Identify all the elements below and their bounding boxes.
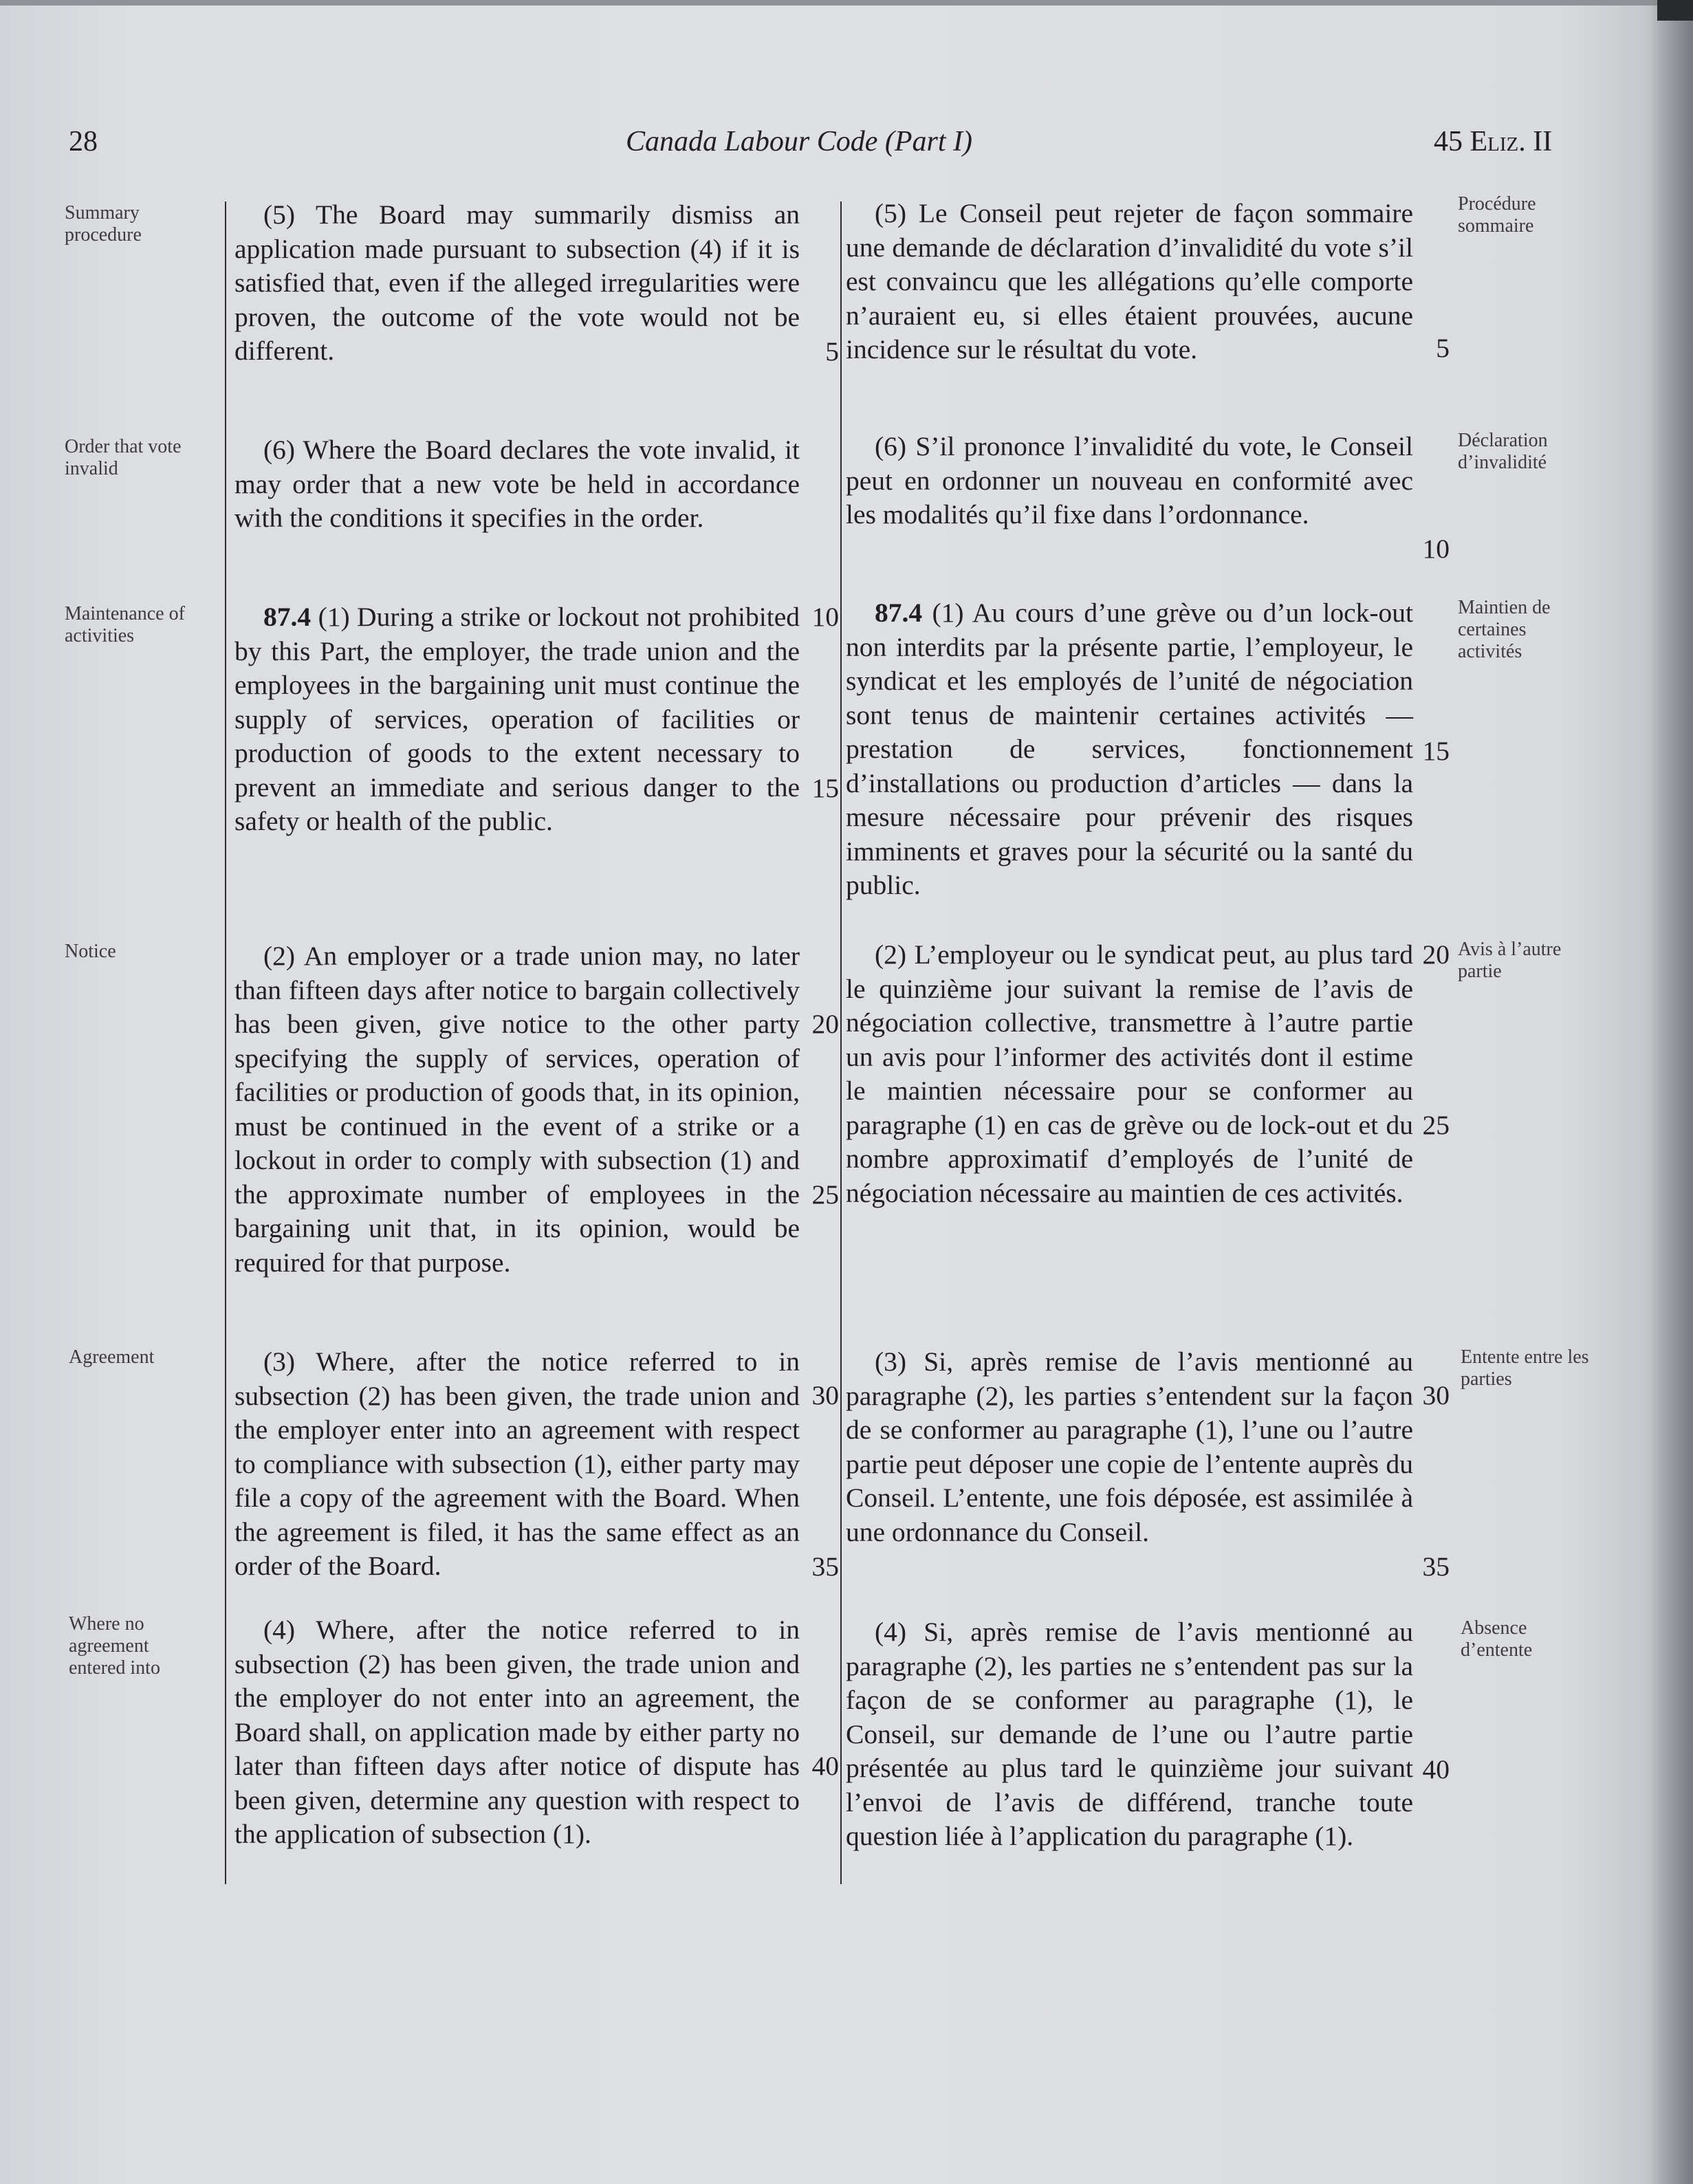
fr-line-number: 5: [1436, 333, 1450, 363]
en-line-number: 5: [825, 336, 839, 367]
margin-note-absence-entente: Absence d’entente: [1461, 1617, 1533, 1661]
fr-line-number: 15: [1422, 736, 1450, 766]
en-paragraph-3: [234, 1345, 800, 1584]
fr-paragraph-text: (6) S’il prononce l’invalidité du vote, le Conseil peut en ordonner un nouveau en conformité avec les modalités qu’il fixe dans l’ordonnance.: [846, 431, 1413, 529]
en-paragraph-6: [234, 433, 800, 536]
en-line-number: 40: [811, 1751, 839, 1781]
left-column-rule: [225, 201, 226, 1884]
section-number: 87.4: [875, 598, 923, 628]
fr-paragraph-text: (5) Le Conseil peut rejeter de façon sommaire une demande de déclaration d’invalidité du vote s’il est convaincu que les allégations qu’elle comporte n’auraient eu, si elles étaient prouvées, aucune incidence sur le résultat du vote.: [846, 198, 1413, 364]
fr-paragraph-text: (2) L’employeur ou le syndicat peut, au plus tard le quinzième jour suivant la remise de l’avis de négociation collective, transmettre à l’autre partie un avis pour l’informer des activités dont il estime le maintien nécessaire pour se conformer au paragraphe (1) en cas de grève ou de lock-out et du nombre approximatif d’employés de l’unité de négociation nécessaire au maintien de ces activités.: [846, 939, 1413, 1208]
regnal-year: 45 Eliz. II: [1434, 126, 1553, 157]
en-paragraph-5: [234, 198, 800, 369]
fr-paragraph-text: (1) Au cours d’une grève ou d’un lock-out non interdits par la présente partie, l’employeur, le syndicat et les employés de l’unité de négociation sont tenus de maintenir certaines activités — prestation de services, fonctionnement d’installations ou production d’articles — dans la mesure nécessaire pour prévenir des risques imminents et graves pour la sécurité ou la santé du public.: [846, 598, 1414, 900]
margin-note-declaration-invalidite: Déclaration d’invalidité: [1458, 430, 1548, 473]
margin-note-avis-autre-partie: Avis à l’autre partie: [1458, 939, 1562, 982]
page-number: 28: [69, 126, 98, 157]
fr-line-number: 35: [1422, 1551, 1450, 1582]
page-top-edge: [0, 0, 1693, 6]
en-paragraph-text: (3) Where, after the notice referred to in subsection (2) has been given, the trade union and the employer enter into an agreement with respect to compliance with subsection (1), either party may file a copy of the agreement with the Board. When the agreement is filed, it has the same effect as an order of the Board.: [234, 1346, 800, 1581]
fr-paragraph-4: [846, 1615, 1413, 1854]
margin-note-maintenance-activities: Maintenance of activities: [65, 603, 185, 646]
fr-paragraph-6: [846, 430, 1413, 532]
margin-note-maintien-activites: Maintien de certaines activités: [1458, 597, 1551, 662]
fr-line-number: 40: [1422, 1754, 1450, 1784]
en-line-number: 20: [811, 1009, 839, 1039]
en-line-number: 10: [811, 602, 839, 632]
margin-note-entente-parties: Entente entre les parties: [1461, 1346, 1589, 1390]
en-paragraph-4: [234, 1613, 800, 1852]
fr-paragraph-text: (4) Si, après remise de l’avis mentionné au paragraphe (2), les parties ne s’entendent pas sur la façon de se conformer au paragraphe (1), le Conseil, sur demande de l’une ou l’autre partie présentée au plus tard le quinzième jour suivant l’envoi de l’avis de différend, tranche toute question liée à l’application du paragraphe (1).: [846, 1617, 1413, 1851]
en-paragraph-text: (1) During a strike or lockout not prohibited by this Part, the employer, the trade union and the employees in the bargaining unit must continue the supply of services, operation of facilities or production of goods to the extent necessary to prevent an immediate and serious danger to the safety or health of the public.: [234, 602, 800, 836]
margin-note-procedure-sommaire: Procédure sommaire: [1458, 193, 1536, 237]
margin-note-order-vote-invalid: Order that vote invalid: [65, 436, 182, 479]
en-paragraph-2: [234, 939, 800, 1280]
en-line-number: 30: [811, 1380, 839, 1410]
margin-note-agreement: Agreement: [69, 1346, 155, 1368]
en-paragraph-text: (6) Where the Board declares the vote invalid, it may order that a new vote be held in accordance with the conditions it specifies in the order.: [234, 435, 800, 533]
section-number: 87.4: [263, 602, 312, 632]
scan-corner: [1657, 0, 1693, 21]
fr-paragraph-text: (3) Si, après remise de l’avis mentionné au paragraphe (2), les parties s’entendent sur la façon de se conformer au paragraphe (1), l’une ou l’autre partie peut déposer une copie de l’entente auprès du Conseil. L’entente, une fois déposée, est assimilée à une ordonnance du Conseil.: [846, 1346, 1413, 1547]
en-section-87-4-1: [234, 600, 800, 839]
center-column-rule: [840, 201, 842, 1884]
fr-line-number: 25: [1422, 1110, 1450, 1140]
binding-shadow: [1650, 0, 1693, 2184]
en-line-number: 35: [811, 1551, 839, 1582]
en-line-number: 15: [811, 773, 839, 803]
margin-note-no-agreement: Where no agreement entered into: [69, 1613, 160, 1679]
fr-line-number: 10: [1422, 534, 1450, 564]
fr-paragraph-5: [846, 197, 1413, 367]
en-paragraph-text: (5) The Board may summarily dismiss an application made pursuant to subsection (4) if it is satisfied that, even if the alleged irregularities were proven, the outcome of the vote would not be different.: [234, 199, 800, 366]
fr-section-87-4-1: [846, 596, 1413, 903]
fr-paragraph-3: [846, 1345, 1413, 1549]
margin-note-summary-procedure: Summary procedure: [65, 202, 142, 245]
margin-note-notice: Notice: [65, 941, 116, 962]
en-line-number: 25: [811, 1179, 839, 1210]
fr-paragraph-2: [846, 938, 1413, 1210]
running-title: Canada Labour Code (Part I): [626, 126, 972, 157]
en-paragraph-text: (2) An employer or a trade union may, no later than fifteen days after notice to bargain collectively has been given, give notice to the other party specifying the supply of services, operation of facilities or production of goods that, in its opinion, must be continued in the event of a strike or a lockout in order to comply with subsection (1) and the approximate number of employees in the bargaining unit that, in its opinion, would be required for that purpose.: [234, 941, 800, 1278]
fr-line-number: 20: [1422, 939, 1450, 970]
fr-line-number: 30: [1422, 1380, 1450, 1410]
en-paragraph-text: (4) Where, after the notice referred to in subsection (2) has been given, the trade union and the employer do not enter into an agreement, the Board shall, on application made by either party no later than fifteen days after notice of dispute has been given, determine any question with respect to the application of subsection (1).: [234, 1615, 800, 1849]
